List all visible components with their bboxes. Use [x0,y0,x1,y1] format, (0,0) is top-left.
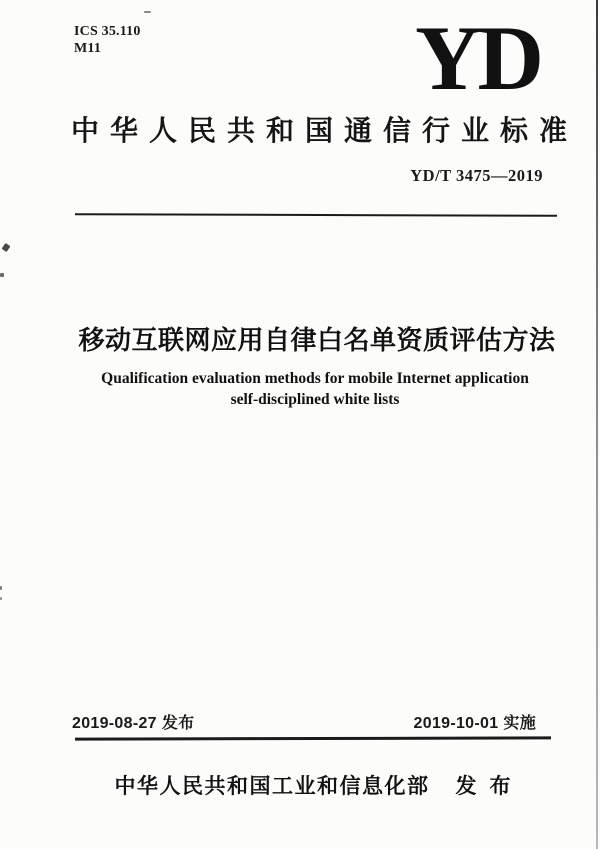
publish-action-label: 发布 [455,774,524,798]
issue-date-label: 发布 [161,715,195,732]
issue-date [72,710,194,733]
scan-artifact [2,243,11,252]
header-rule [75,213,557,217]
issue-date-value: 2019-08-27 [72,715,157,732]
ics-code: ICS 35.110 [74,24,141,39]
implementation-date-label: 实施 [503,715,536,732]
standard-number: YD/T 3475—2019 [410,166,543,185]
standard-category-title: 中华人民共和国通信行业标准 [71,115,579,146]
scan-artifact [144,11,151,13]
publisher-row [38,770,600,800]
date-row [0,710,600,730]
ics-classification-block [74,23,141,57]
classification-code: M11 [74,41,102,56]
document-title-chinese: 移动互联网应用自律白名单资质评估方法 [78,325,556,355]
publisher-name: 中华人民共和国工业和信息化部 [114,774,430,798]
yd-standard-logo: YD [415,7,540,109]
document-title-english-line1: Qualification evaluation methods for mobile Internet application [101,370,529,387]
scan-artifact [0,273,4,277]
scan-artifact [0,597,2,600]
document-title-english-line2: self-disciplined white lists [230,391,400,408]
implementation-date-value: 2019-10-01 [413,715,499,732]
scan-artifact [0,586,2,590]
implementation-date [414,710,536,733]
footer-rule [75,736,551,740]
document-title-english [0,368,600,410]
